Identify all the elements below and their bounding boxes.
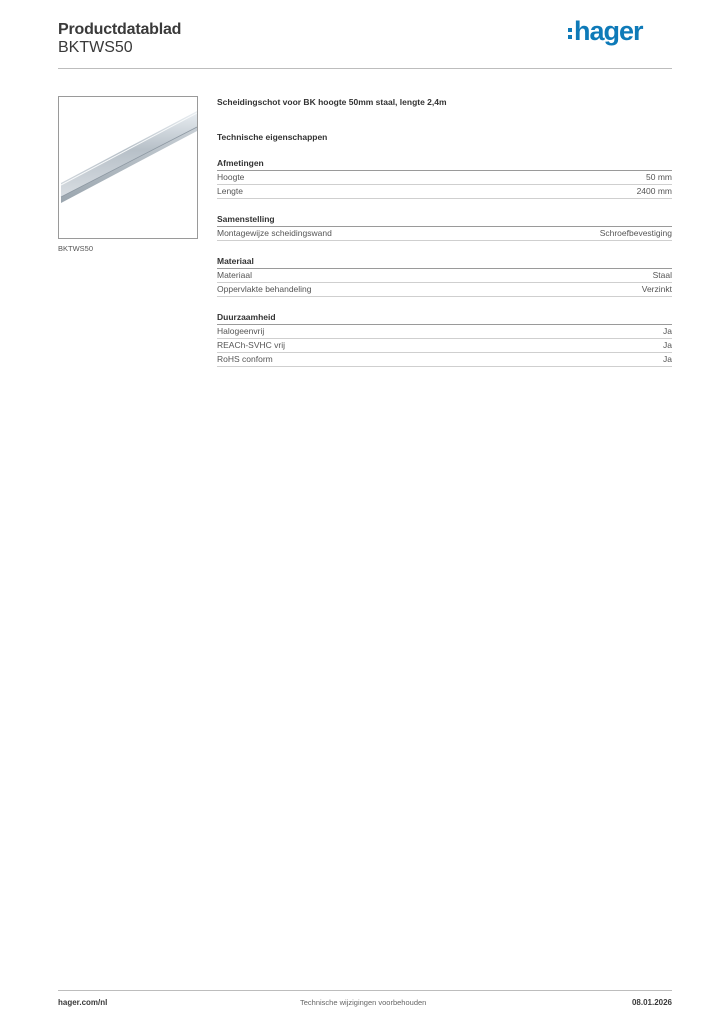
steel-divider-profile-icon (59, 97, 198, 239)
product-image (58, 96, 198, 239)
property-row (217, 283, 672, 297)
property-label: Halogeenvrij (217, 326, 265, 336)
property-label: Hoogte (217, 172, 245, 182)
section-title: Materiaal (217, 255, 672, 269)
property-row (217, 353, 672, 367)
property-label: Montagewijze scheidingswand (217, 228, 332, 238)
property-row (217, 171, 672, 185)
property-row (217, 339, 672, 353)
section-title: Duurzaamheid (217, 311, 672, 325)
property-label: Materiaal (217, 270, 252, 280)
section-materiaal (217, 255, 672, 297)
product-code: BKTWS50 (58, 39, 133, 56)
property-row (217, 269, 672, 283)
property-value: 50 mm (646, 172, 672, 182)
footer-disclaimer: Technische wijzigingen voorbehouden (300, 998, 427, 1007)
section-title: Afmetingen (217, 157, 672, 171)
property-label: REACh-SVHC vrij (217, 340, 286, 350)
section-afmetingen (217, 157, 672, 199)
property-value: Ja (663, 326, 672, 336)
property-row (217, 185, 672, 199)
header-divider (58, 68, 672, 69)
hager-logo (568, 14, 643, 48)
property-value: 2400 mm (636, 186, 672, 196)
logo-text: hager (574, 15, 643, 46)
property-row (217, 325, 672, 339)
section-title: Samenstelling (217, 213, 672, 227)
section-duurzaamheid (217, 311, 672, 367)
image-caption: BKTWS50 (58, 244, 94, 253)
property-value: Ja (663, 354, 672, 364)
property-label: Oppervlakte behandeling (217, 284, 312, 294)
property-value: Staal (652, 270, 672, 280)
tech-properties-heading: Technische eigenschappen (217, 132, 328, 142)
footer-divider (58, 990, 672, 991)
property-label: Lengte (217, 186, 243, 196)
section-samenstelling (217, 213, 672, 241)
footer-website-link[interactable]: hager.com/nl (58, 998, 108, 1007)
product-description: Scheidingschot voor BK hoogte 50mm staal, lengte 2,4m (217, 97, 447, 107)
logo-colon-icon (568, 26, 572, 40)
property-label: RoHS conform (217, 354, 273, 364)
page-title: Productdatablad (58, 21, 182, 38)
property-value: Ja (663, 340, 672, 350)
footer-date: 08.01.2026 (631, 998, 672, 1007)
property-row (217, 227, 672, 241)
property-value: Verzinkt (641, 284, 672, 294)
property-value: Schroefbevestiging (599, 228, 672, 238)
product-details (217, 96, 672, 367)
